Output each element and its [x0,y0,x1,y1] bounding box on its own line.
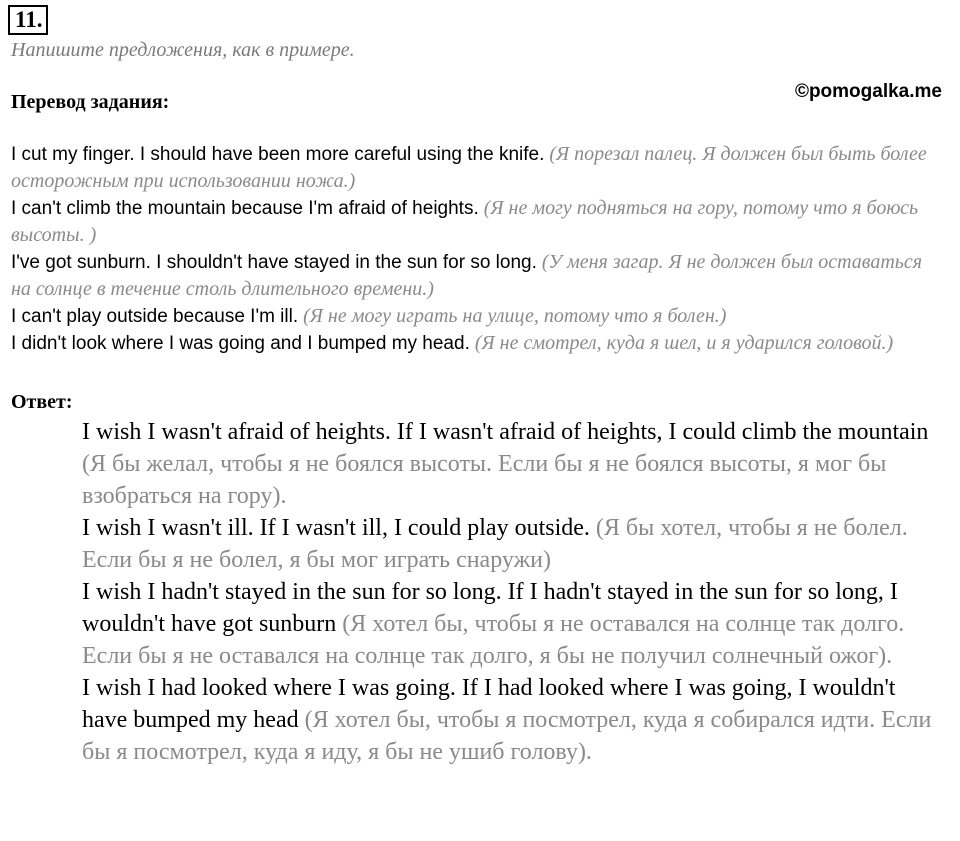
task-item-en: I can't play outside because I'm ill. [11,306,299,327]
task-item [11,141,946,195]
answer-list [82,416,942,768]
task-item [11,303,946,330]
exercise-number: 11. [8,5,48,35]
answer-item [82,672,942,768]
answer-item-ru: (Я хотел бы, чтобы я не оставался на солнце так долго. Если бы я не оставался на солнце так долго, я бы не получил солнечный ожог). [82,611,905,669]
answer-item-en: I wish I had looked where I was going. If I had looked where I was going, I wouldn't have bumped my head [82,675,896,733]
answer-heading: Ответ: [11,391,73,413]
task-item-ru: (У меня загар. Я не должен был оставаться на солнце в течение столь длительного времени.) [11,251,923,300]
answer-item [82,416,942,512]
task-item-ru: (Я не могу подняться на гору, потому что я боюсь высоты. ) [11,197,919,246]
exercise-instruction: Напишите предложения, как в примере. [11,39,355,61]
task-item [11,195,946,249]
answer-item-en: I wish I wasn't ill. If I wasn't ill, I could play outside. [82,515,590,541]
answer-item-en: I wish I hadn't stayed in the sun for so long. If I hadn't stayed in the sun for so long, I wouldn't have got sunburn [82,579,898,637]
answer-item-ru: (Я бы хотел, чтобы я не болел. Если бы я не болел, я бы мог играть снаружи) [82,515,908,573]
task-item-en: I cut my finger. I should have been more careful using the knife. [11,144,545,165]
task-item-en: I can't climb the mountain because I'm afraid of heights. [11,198,479,219]
task-translation-heading: Перевод задания: [11,91,170,113]
task-item-ru: (Я не могу играть на улице, потому что я болен.) [303,305,727,327]
task-translation-list [11,141,946,384]
answer-item [82,576,942,672]
task-item-en: I didn't look where I was going and I bumped my head. [11,333,470,354]
answer-item-en: I wish I wasn't afraid of heights. If I wasn't afraid of heights, I could climb the mountain [82,419,929,445]
answer-item-ru: (Я бы желал, чтобы я не боялся высоты. Если бы я не боялся высоты, я мог бы взобраться на гору). [82,451,887,509]
task-item-ru: (Я не смотрел, куда я шел, и я ударился головой.) [474,332,894,354]
site-watermark: ©pomogalka.me [794,81,942,102]
task-item-ru: (Я порезал палец. Я должен был быть более осторожным при использовании ножа.) [11,143,927,192]
answer-item [82,512,942,576]
answer-item-ru: (Я хотел бы, чтобы я посмотрел, куда я собирался идти. Если бы я посмотрел, куда я иду, я бы не ушиб голову). [82,707,932,765]
task-item [11,249,946,303]
task-item-en: I've got sunburn. I shouldn't have stayed in the sun for so long. [11,252,537,273]
task-item [11,330,946,384]
